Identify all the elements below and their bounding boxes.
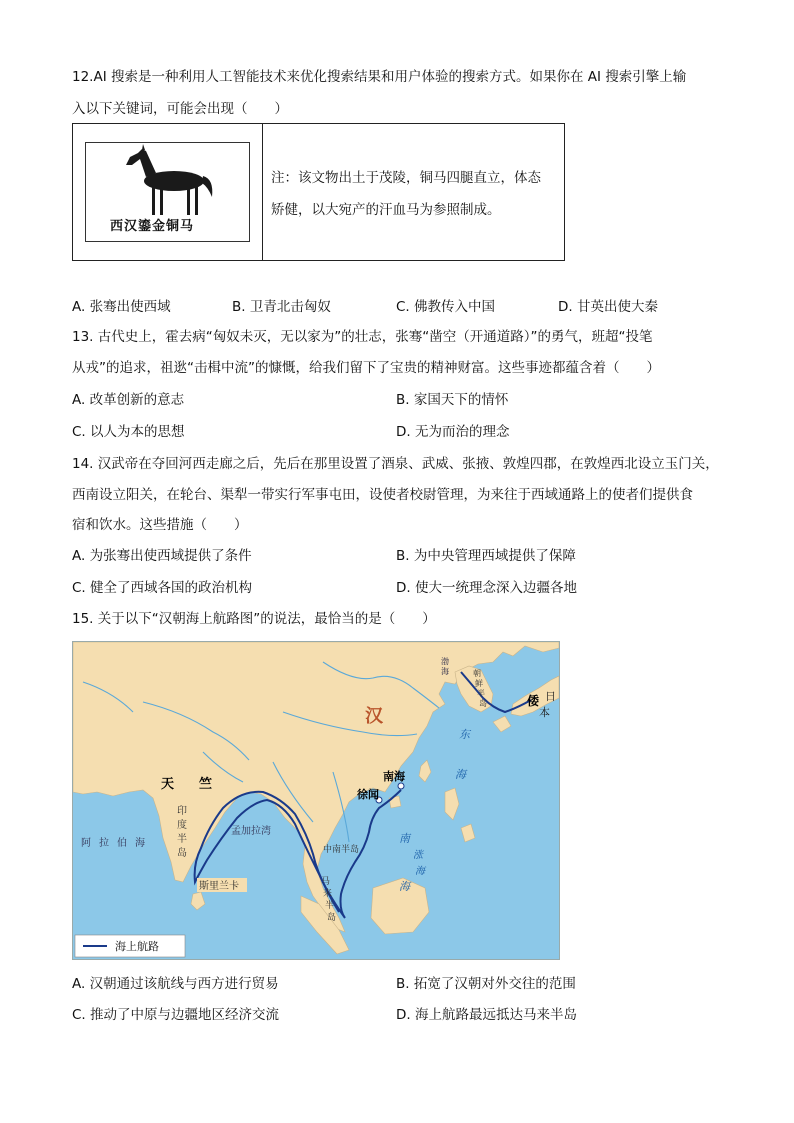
- svg-text:半: 半: [177, 834, 187, 845]
- riben-label-ben: 本: [539, 706, 550, 719]
- q13-stem-line1: 13. 古代史上，霍去病“匈奴未灭，无以家为”的壮志，张骞“凿空（开通道路）”的勇气，班超“投笔: [72, 329, 653, 345]
- indochina-label: 中南半岛: [323, 845, 360, 855]
- q12-note: [271, 162, 561, 226]
- svg-text:岛: 岛: [327, 913, 337, 923]
- q13-stem-line2: 从戎”的追求，祖逖“击楫中流”的慷慨，给我们留下了宝贵的精神财富。这些事迹都蕴含着（ ）: [72, 360, 660, 376]
- q12-stem-line2: 入以下关键词，可能会出现（ ）: [72, 101, 288, 117]
- svg-text:海: 海: [135, 838, 145, 849]
- wo-label: 倭: [527, 694, 540, 708]
- xuwen-label: 徐闻: [357, 788, 379, 801]
- svg-text:伯: 伯: [117, 838, 127, 849]
- q12-stem-line1: 12.AI 搜索是一种利用人工智能技术来优化搜索结果和用户体验的搜索方式。如果你在 AI 搜索引擎上输: [72, 69, 687, 85]
- svg-text:鲜: 鲜: [475, 679, 483, 688]
- q12-table: [72, 123, 565, 261]
- q15-stem: 15. 关于以下“汉朝海上航路图”的说法，最恰当的是（ ）: [72, 611, 436, 627]
- han-sea-route-map: [72, 641, 560, 960]
- hainan-island: [389, 796, 401, 808]
- svg-text:马: 马: [321, 877, 331, 887]
- svg-text:海: 海: [455, 768, 466, 781]
- sri-lanka-label: 斯里兰卡: [199, 881, 239, 892]
- relic-image-frame: [85, 142, 250, 242]
- svg-text:东: 东: [459, 728, 470, 741]
- svg-text:拉: 拉: [99, 838, 109, 849]
- q14-option-d[interactable]: D. 使大一统理念深入边疆各地: [396, 580, 577, 596]
- svg-text:朝: 朝: [473, 669, 481, 678]
- q15-option-d[interactable]: D. 海上航路最远抵达马来半岛: [396, 1007, 577, 1023]
- q14-option-a[interactable]: A. 为张骞出使西域提供了条件: [72, 548, 252, 564]
- svg-text:岛: 岛: [177, 848, 187, 859]
- q14-stem-line1: 14. 汉武帝在夺回河西走廊之后，先后在那里设置了酒泉、武威、张掖、敦煌四郡，在敦煌西北设立玉门关，: [72, 456, 719, 472]
- bay-of-bengal-label: 孟加拉湾: [231, 826, 271, 837]
- tianzhu-label-1: 天: [161, 777, 175, 792]
- han-label: 汉: [365, 706, 383, 727]
- q12-option-d[interactable]: D. 甘英出使大秦: [558, 299, 658, 315]
- svg-text:南: 南: [399, 832, 410, 845]
- svg-text:度: 度: [177, 820, 187, 831]
- q13-option-b[interactable]: B. 家国天下的情怀: [396, 392, 509, 408]
- svg-text:来: 来: [323, 889, 333, 899]
- riben-label-ri: 日: [545, 690, 556, 703]
- nanhai-city-label: 南海: [383, 770, 405, 783]
- q12-table-divider: [262, 124, 263, 260]
- legend-label: 海上航路: [115, 940, 159, 953]
- svg-text:岛: 岛: [479, 699, 487, 708]
- svg-text:海: 海: [441, 667, 449, 676]
- q12-option-a[interactable]: A. 张骞出使西域: [72, 299, 171, 315]
- svg-text:印: 印: [177, 806, 187, 817]
- q12-option-b[interactable]: B. 卫青北击匈奴: [232, 299, 331, 315]
- q15-option-b[interactable]: B. 拓宽了汉朝对外交往的范围: [396, 976, 576, 992]
- svg-text:海: 海: [399, 880, 410, 893]
- q15-option-a[interactable]: A. 汉朝通过该航线与西方进行贸易: [72, 976, 279, 992]
- q14-option-b[interactable]: B. 为中央管理西域提供了保障: [396, 548, 576, 564]
- q13-option-a[interactable]: A. 改革创新的意志: [72, 392, 185, 408]
- svg-text:涨: 涨: [413, 850, 423, 861]
- nanhai-city-marker: [398, 783, 404, 789]
- svg-text:阿: 阿: [81, 838, 91, 849]
- q13-option-c[interactable]: C. 以人为本的思想: [72, 424, 185, 440]
- q13-option-d[interactable]: D. 无为而治的理念: [396, 424, 510, 440]
- q14-stem-line2: 西南设立阳关，在轮台、渠犁一带实行军事屯田，设使者校尉管理，为来往于西域通路上的使者们提供食: [72, 487, 693, 503]
- q12-note-line2: 矫健，以大宛产的汗血马为参照制成。: [271, 202, 501, 218]
- q14-stem-line3: 宿和饮水。这些措施（ ）: [72, 517, 248, 533]
- tianzhu-label-2: 竺: [199, 777, 213, 792]
- q14-option-c[interactable]: C. 健全了西域各国的政治机构: [72, 580, 253, 596]
- svg-text:海: 海: [415, 866, 425, 877]
- q12-option-c[interactable]: C. 佛教传入中国: [396, 299, 496, 315]
- q12-note-line1: 注：该文物出土于茂陵，铜马四腿直立，体态: [271, 170, 541, 186]
- svg-text:半: 半: [477, 689, 485, 698]
- map-svg: [73, 642, 559, 959]
- relic-caption: 西汉鎏金铜马: [110, 219, 195, 234]
- svg-text:半: 半: [325, 901, 335, 911]
- q15-option-c[interactable]: C. 推动了中原与边疆地区经济交流: [72, 1007, 280, 1023]
- svg-text:渤: 渤: [441, 657, 449, 666]
